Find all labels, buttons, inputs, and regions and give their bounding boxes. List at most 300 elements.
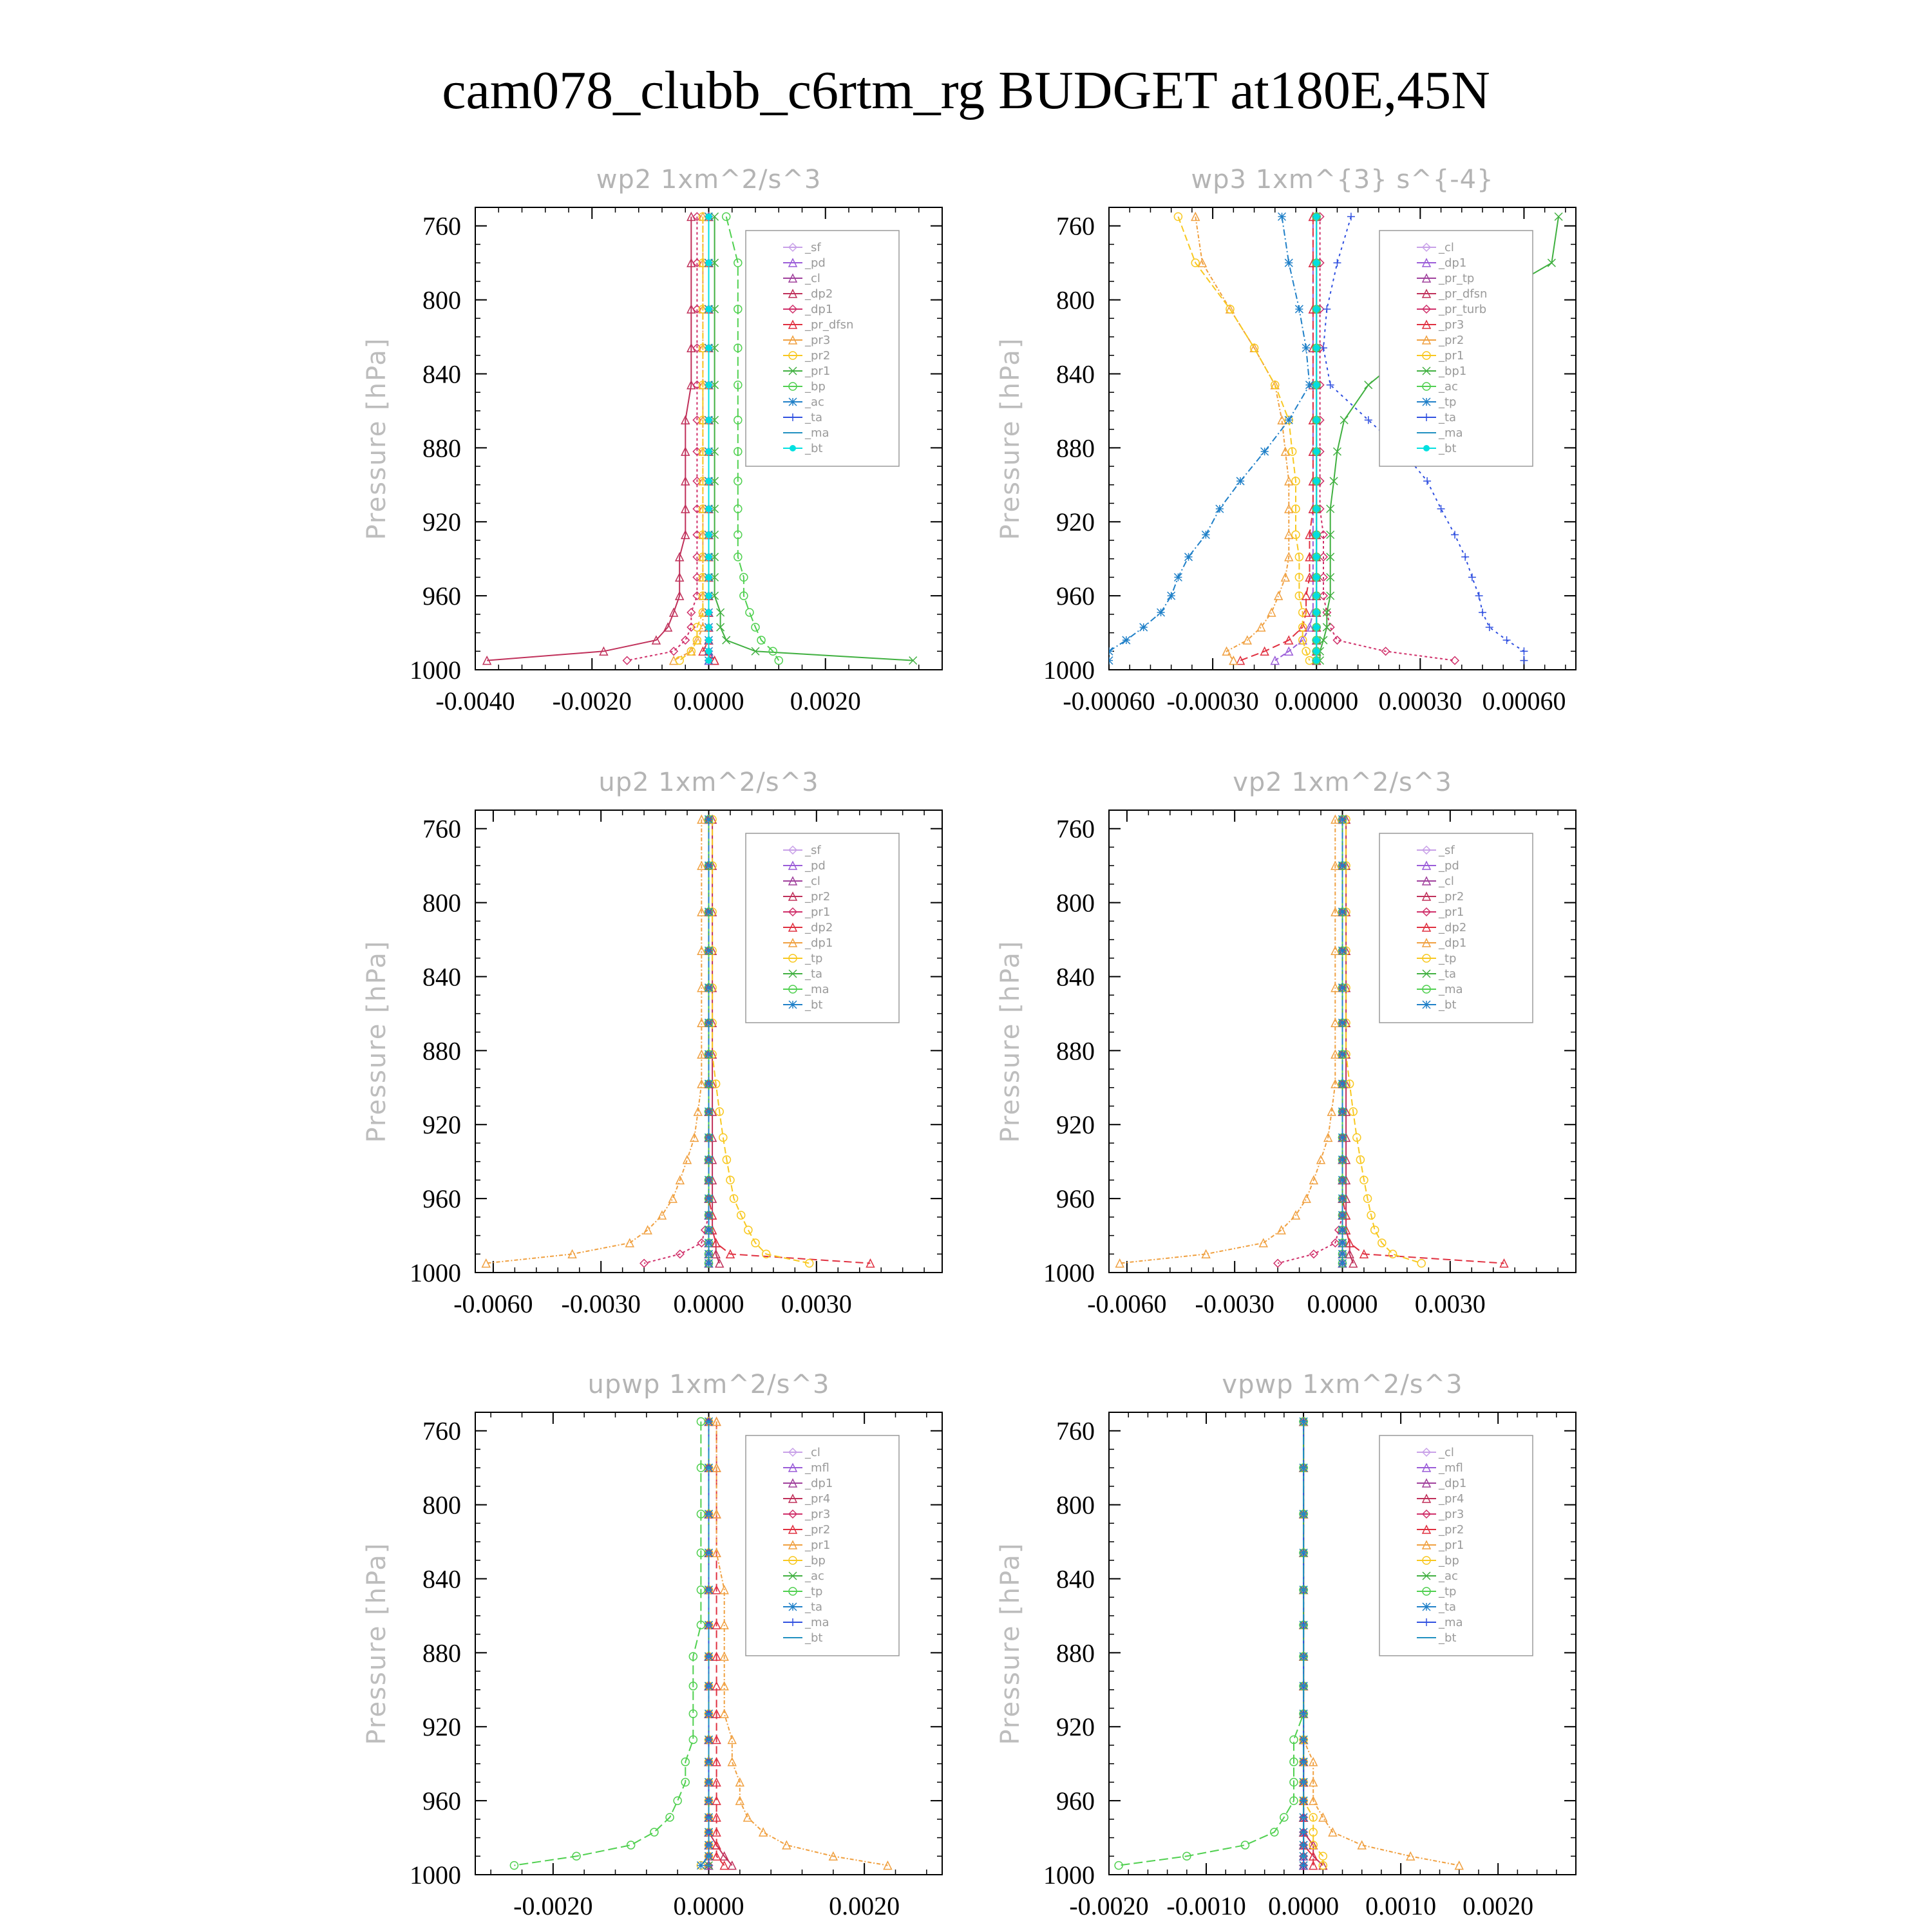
- data-point: [705, 862, 713, 869]
- legend-label: _pr2: [1439, 1523, 1464, 1537]
- legend-label: _pr1: [1439, 1539, 1464, 1552]
- x-tick-label: -0.00060: [1063, 687, 1155, 715]
- data-point: [1285, 416, 1293, 424]
- panels-group: [362, 165, 1576, 1920]
- data-point: [1339, 1226, 1347, 1234]
- y-tick-label: 760: [422, 211, 461, 241]
- data-point: [744, 1226, 752, 1234]
- legend-label: _ma: [805, 1616, 829, 1629]
- data-point: [1236, 657, 1244, 665]
- legend-label: _ta: [1439, 967, 1457, 981]
- x-tick-label: 0.0000: [673, 1891, 744, 1920]
- legend-label: _mfl: [1439, 1461, 1463, 1475]
- legend-label: _pd: [1439, 859, 1459, 873]
- data-point: [706, 609, 712, 616]
- legend-label: _dp1: [1439, 936, 1467, 950]
- y-tick-label: 960: [1056, 1184, 1095, 1214]
- legend-marker: [789, 398, 797, 406]
- data-point: [1339, 1019, 1347, 1027]
- legend-marker: [789, 1603, 797, 1611]
- data-point: [706, 382, 712, 388]
- data-point: [1285, 259, 1293, 267]
- y-tick-label: 760: [1056, 814, 1095, 844]
- legend-label: _dp1: [805, 936, 833, 950]
- figure-title: cam078_clubb_c6rtm_rg BUDGET at180E,45N: [442, 61, 1490, 120]
- legend-label: _ma: [805, 983, 829, 996]
- data-point: [706, 624, 712, 630]
- data-point: [1236, 477, 1244, 485]
- data-point: [1437, 505, 1445, 513]
- legend-label: _tp: [1439, 1585, 1457, 1598]
- legend-label: _cl: [1439, 875, 1454, 888]
- legend-label: _mfl: [805, 1461, 829, 1475]
- data-point: [1339, 815, 1347, 823]
- data-point: [1313, 506, 1320, 512]
- legend-label: _ta: [1439, 1600, 1457, 1614]
- data-point: [1174, 213, 1182, 220]
- data-point: [1349, 1260, 1357, 1267]
- x-tick-label: -0.00030: [1166, 687, 1259, 715]
- series-line-dp1: [486, 819, 702, 1263]
- legend-label: _pr1: [805, 905, 831, 919]
- legend-label: _bt: [805, 442, 823, 455]
- x-tick-label: -0.0060: [1087, 1289, 1167, 1318]
- series-line-tp: [514, 1421, 701, 1865]
- data-point: [1339, 1260, 1347, 1267]
- legend-label: _bp: [805, 380, 826, 393]
- data-point: [705, 947, 713, 954]
- y-tick-label: 840: [1056, 962, 1095, 992]
- y-axis-label: Pressure [hPa]: [362, 337, 392, 540]
- legend-label: _cl: [805, 272, 820, 285]
- x-tick-label: -0.0060: [453, 1289, 533, 1318]
- y-axis-label: Pressure [hPa]: [362, 1542, 392, 1745]
- data-point: [1185, 553, 1193, 561]
- legend-label: _dp1: [805, 1477, 833, 1490]
- data-point: [1140, 623, 1148, 631]
- data-point: [1278, 213, 1286, 220]
- data-point: [1302, 344, 1310, 352]
- data-point: [683, 1156, 691, 1164]
- legend-label: _cl: [805, 1446, 820, 1459]
- data-point: [705, 1211, 713, 1219]
- legend-marker: [789, 1001, 797, 1009]
- panel-title: vp2 1xm^2/s^3: [1233, 768, 1452, 797]
- y-tick-label: 920: [1056, 507, 1095, 537]
- y-tick-label: 1000: [410, 1258, 461, 1287]
- data-point: [650, 1828, 658, 1836]
- data-point: [705, 1156, 713, 1164]
- x-tick-label: -0.0020: [552, 687, 632, 715]
- data-point: [705, 815, 713, 823]
- y-tick-label: 960: [422, 582, 461, 611]
- legend-label: _bp: [805, 1554, 826, 1567]
- data-point: [1503, 636, 1511, 644]
- y-tick-label: 960: [1056, 1786, 1095, 1816]
- legend-marker: [1423, 445, 1430, 451]
- data-point: [1105, 657, 1113, 665]
- y-tick-label: 840: [1056, 359, 1095, 389]
- x-tick-label: 0.0020: [1463, 1891, 1534, 1920]
- data-point: [706, 345, 712, 351]
- data-point: [706, 478, 712, 484]
- data-point: [706, 260, 712, 266]
- data-point: [1274, 592, 1282, 600]
- data-point: [728, 1736, 736, 1743]
- data-point: [1347, 213, 1355, 220]
- y-tick-label: 880: [1056, 433, 1095, 463]
- data-point: [1323, 305, 1331, 313]
- y-axis-label: Pressure [hPa]: [996, 337, 1025, 540]
- y-tick-label: 840: [422, 962, 461, 992]
- data-point: [1339, 1195, 1347, 1202]
- y-tick-label: 800: [1056, 888, 1095, 918]
- y-tick-label: 960: [1056, 582, 1095, 611]
- data-point: [1313, 658, 1320, 664]
- x-tick-label: -0.0020: [513, 1891, 593, 1920]
- data-point: [715, 1260, 723, 1267]
- legend-label: _ta: [805, 1600, 823, 1614]
- x-tick-label: 0.0030: [781, 1289, 852, 1318]
- legend-marker: [790, 445, 796, 451]
- legend-label: _cl: [1439, 241, 1454, 254]
- legend-label: _bp1: [1439, 365, 1467, 378]
- y-axis-label: Pressure [hPa]: [996, 940, 1025, 1143]
- y-tick-label: 880: [422, 1638, 461, 1668]
- data-point: [1313, 592, 1320, 599]
- data-point: [1313, 574, 1320, 580]
- data-point: [697, 1862, 705, 1870]
- data-point: [705, 1226, 713, 1234]
- legend-marker: [1423, 1001, 1430, 1009]
- y-tick-label: 920: [1056, 1110, 1095, 1140]
- legend-label: _pr2: [805, 1523, 831, 1537]
- legend-label: _ac: [805, 395, 824, 409]
- data-point: [1339, 908, 1347, 916]
- legend-label: _pr2: [1439, 334, 1464, 347]
- data-point: [1339, 1239, 1347, 1247]
- y-tick-label: 1000: [1043, 1861, 1095, 1889]
- data-point: [676, 657, 683, 665]
- legend-label: _tp: [805, 1585, 823, 1598]
- legend-label: _tp: [1439, 952, 1457, 965]
- data-point: [1174, 573, 1182, 581]
- legend-label: _ta: [805, 411, 823, 424]
- y-tick-label: 800: [422, 285, 461, 315]
- y-tick-label: 840: [422, 1564, 461, 1594]
- data-point: [1468, 573, 1476, 581]
- data-point: [1305, 381, 1313, 389]
- data-point: [1271, 657, 1279, 665]
- y-tick-label: 920: [1056, 1712, 1095, 1742]
- data-point: [706, 637, 712, 643]
- series-line-pr1: [644, 819, 708, 1263]
- y-axis-label: Pressure [hPa]: [996, 1542, 1025, 1745]
- data-point: [1261, 448, 1269, 455]
- x-tick-label: 0.0000: [1268, 1891, 1340, 1920]
- legend-label: _pr3: [1439, 318, 1464, 332]
- y-tick-label: 1000: [410, 656, 461, 685]
- series-line-tp: [1119, 1421, 1303, 1865]
- data-point: [706, 554, 712, 560]
- legend-label: _pr1: [805, 1539, 831, 1552]
- data-point: [1451, 531, 1459, 538]
- legend-label: _sf: [805, 241, 821, 254]
- data-point: [1339, 1211, 1347, 1219]
- legend-label: _pr1: [1439, 349, 1464, 363]
- panel-title: upwp 1xm^2/s^3: [587, 1370, 830, 1399]
- data-point: [1313, 531, 1320, 538]
- y-tick-label: 760: [1056, 211, 1095, 241]
- legend-label: _ac: [1439, 380, 1458, 393]
- data-point: [1317, 1156, 1325, 1164]
- data-point: [1303, 1195, 1311, 1202]
- legend-label: _sf: [1439, 844, 1455, 857]
- data-point: [1313, 624, 1320, 630]
- data-point: [723, 213, 730, 220]
- data-point: [734, 259, 742, 267]
- legend-label: _pr_tp: [1439, 272, 1475, 285]
- panel-title: wp3 1xm^{3} s^{-4}: [1191, 165, 1494, 194]
- legend-label: _ma: [805, 426, 829, 440]
- legend-label: _ac: [1439, 1569, 1458, 1583]
- data-point: [706, 417, 712, 423]
- y-tick-label: 840: [422, 359, 461, 389]
- data-point: [1339, 1176, 1347, 1184]
- series-line-pr1: [1178, 216, 1309, 660]
- legend-label: _tp: [1439, 395, 1457, 409]
- data-point: [706, 506, 712, 512]
- data-point: [705, 1019, 713, 1027]
- series-line-dp1: [627, 216, 697, 660]
- legend-label: _dp2: [1439, 921, 1467, 934]
- data-point: [1202, 531, 1209, 538]
- y-tick-label: 800: [1056, 1490, 1095, 1520]
- legend-label: _pr4: [1439, 1492, 1464, 1506]
- y-tick-label: 800: [422, 888, 461, 918]
- legend-label: _dp1: [1439, 256, 1467, 270]
- data-point: [1339, 1108, 1347, 1115]
- legend-label: _pr3: [805, 334, 831, 347]
- data-point: [1417, 1260, 1425, 1267]
- data-point: [1313, 213, 1320, 220]
- panel-title: wp2 1xm^2/s^3: [596, 165, 822, 194]
- data-point: [1339, 1250, 1347, 1258]
- data-point: [1339, 984, 1347, 992]
- panel-2: [996, 165, 1576, 715]
- data-point: [705, 1250, 713, 1258]
- data-point: [1520, 647, 1528, 655]
- x-tick-label: -0.0030: [1195, 1289, 1274, 1318]
- legend-label: _cl: [805, 875, 820, 888]
- panel-6: [996, 1370, 1576, 1920]
- legend-label: _ma: [1439, 426, 1463, 440]
- legend-label: _bp: [1439, 1554, 1459, 1567]
- y-tick-label: 800: [1056, 285, 1095, 315]
- legend-label: _dp2: [805, 287, 833, 301]
- x-tick-label: 0.0000: [673, 1289, 744, 1318]
- data-point: [705, 1195, 713, 1202]
- data-point: [1168, 592, 1175, 600]
- legend-label: _cl: [1439, 1446, 1454, 1459]
- data-point: [1267, 609, 1275, 616]
- y-tick-label: 1000: [1043, 656, 1095, 685]
- x-tick-label: 0.0030: [1414, 1289, 1486, 1318]
- legend-label: _dp2: [805, 921, 833, 934]
- legend-label: _ta: [805, 967, 823, 981]
- data-point: [1295, 305, 1303, 313]
- data-point: [1313, 648, 1320, 654]
- y-tick-label: 760: [422, 1416, 461, 1446]
- data-point: [706, 574, 712, 580]
- y-tick-label: 760: [1056, 1416, 1095, 1446]
- legend-label: _dp1: [1439, 1477, 1467, 1490]
- data-point: [1520, 657, 1528, 665]
- legend-label: _ma: [1439, 983, 1463, 996]
- data-point: [706, 648, 712, 654]
- data-point: [1365, 381, 1372, 389]
- panel-4: [996, 768, 1576, 1318]
- legend-label: _bt: [805, 1631, 823, 1645]
- data-point: [1157, 609, 1165, 616]
- x-tick-label: 0.0000: [673, 687, 744, 715]
- data-point: [1475, 592, 1483, 600]
- data-point: [705, 1239, 713, 1247]
- x-tick-label: 0.0020: [829, 1891, 900, 1920]
- legend-label: _sf: [805, 844, 821, 857]
- data-point: [775, 657, 782, 665]
- y-tick-label: 880: [1056, 1638, 1095, 1668]
- legend-label: _pr2: [1439, 890, 1464, 904]
- y-tick-label: 920: [422, 507, 461, 537]
- data-point: [1479, 609, 1486, 616]
- legend-label: _pr3: [1439, 1508, 1464, 1521]
- data-point: [723, 636, 730, 644]
- data-point: [705, 908, 713, 916]
- data-point: [1339, 1050, 1347, 1058]
- legend-label: _pr3: [805, 1508, 831, 1521]
- legend-label: _pr4: [805, 1492, 831, 1506]
- data-point: [706, 213, 712, 220]
- y-tick-label: 960: [422, 1184, 461, 1214]
- x-tick-label: 0.00000: [1274, 687, 1359, 715]
- data-point: [674, 1797, 681, 1804]
- data-point: [706, 592, 712, 599]
- data-point: [1122, 636, 1130, 644]
- data-point: [705, 1133, 713, 1141]
- data-point: [1313, 345, 1320, 351]
- data-point: [1105, 647, 1113, 655]
- data-point: [1313, 554, 1320, 560]
- legend-label: _pr_dfsn: [805, 318, 854, 332]
- data-point: [706, 306, 712, 312]
- y-tick-label: 880: [422, 433, 461, 463]
- data-point: [1339, 1133, 1347, 1141]
- series-line-dp2: [487, 216, 691, 660]
- y-tick-label: 800: [422, 1490, 461, 1520]
- data-point: [1333, 259, 1341, 267]
- x-tick-label: -0.0040: [435, 687, 515, 715]
- x-tick-label: 0.00060: [1482, 687, 1566, 715]
- data-point: [706, 658, 712, 664]
- legend-label: _pr_dfsn: [1439, 287, 1488, 301]
- legend-label: _ac: [805, 1569, 824, 1583]
- data-point: [746, 609, 753, 616]
- legend-label: _pr1: [1439, 905, 1464, 919]
- data-point: [1339, 947, 1347, 954]
- legend-label: _ma: [1439, 1616, 1463, 1629]
- panel-3: [362, 768, 942, 1318]
- legend-label: _dp1: [805, 303, 833, 316]
- legend-label: _pr1: [805, 365, 831, 378]
- legend-marker: [1423, 398, 1430, 406]
- data-point: [1339, 1080, 1347, 1088]
- series-line-pr1: [1278, 819, 1342, 1263]
- legend-label: _bt: [1439, 998, 1457, 1012]
- data-point: [1313, 306, 1320, 312]
- data-point: [705, 1050, 713, 1058]
- x-tick-label: -0.0030: [561, 1289, 641, 1318]
- legend-label: _pd: [805, 859, 826, 873]
- data-point: [1313, 382, 1320, 388]
- data-point: [1339, 1156, 1347, 1164]
- y-axis-label: Pressure [hPa]: [362, 940, 392, 1143]
- x-tick-label: -0.0020: [1069, 1891, 1149, 1920]
- data-point: [1313, 448, 1320, 455]
- legend-label: _tp: [805, 952, 823, 965]
- x-tick-label: 0.00030: [1378, 687, 1463, 715]
- x-tick-label: 0.0010: [1365, 1891, 1437, 1920]
- x-tick-label: -0.0010: [1166, 1891, 1246, 1920]
- data-point: [705, 984, 713, 992]
- y-tick-label: 880: [422, 1036, 461, 1066]
- y-tick-label: 960: [422, 1786, 461, 1816]
- legend-label: _pd: [805, 256, 826, 270]
- legend-label: _pr2: [805, 349, 831, 363]
- data-point: [1313, 609, 1320, 616]
- data-point: [744, 1814, 752, 1821]
- data-point: [669, 1195, 677, 1202]
- data-point: [706, 448, 712, 455]
- panel-5: [362, 1370, 942, 1920]
- data-point: [1339, 862, 1347, 869]
- legend-label: _bt: [1439, 442, 1457, 455]
- legend-label: _pr2: [805, 890, 831, 904]
- legend-label: _bt: [1439, 1631, 1457, 1645]
- y-tick-label: 1000: [1043, 1258, 1095, 1287]
- data-point: [1313, 260, 1320, 266]
- legend-marker: [1423, 1603, 1430, 1611]
- x-tick-label: 0.0000: [1307, 1289, 1378, 1318]
- data-point: [1389, 1250, 1397, 1258]
- data-point: [884, 1862, 891, 1870]
- data-point: [1461, 553, 1469, 561]
- data-point: [1313, 637, 1320, 643]
- y-tick-label: 920: [422, 1712, 461, 1742]
- data-point: [705, 1260, 713, 1267]
- data-point: [706, 531, 712, 538]
- series-line-dp1: [1120, 819, 1336, 1263]
- y-tick-label: 760: [422, 814, 461, 844]
- y-tick-label: 920: [422, 1110, 461, 1140]
- data-point: [1313, 478, 1320, 484]
- legend-label: _bt: [805, 998, 823, 1012]
- legend-label: _ta: [1439, 411, 1457, 424]
- data-point: [705, 1108, 713, 1115]
- panel-1: [362, 165, 942, 715]
- data-point: [705, 1176, 713, 1184]
- data-point: [1216, 505, 1224, 513]
